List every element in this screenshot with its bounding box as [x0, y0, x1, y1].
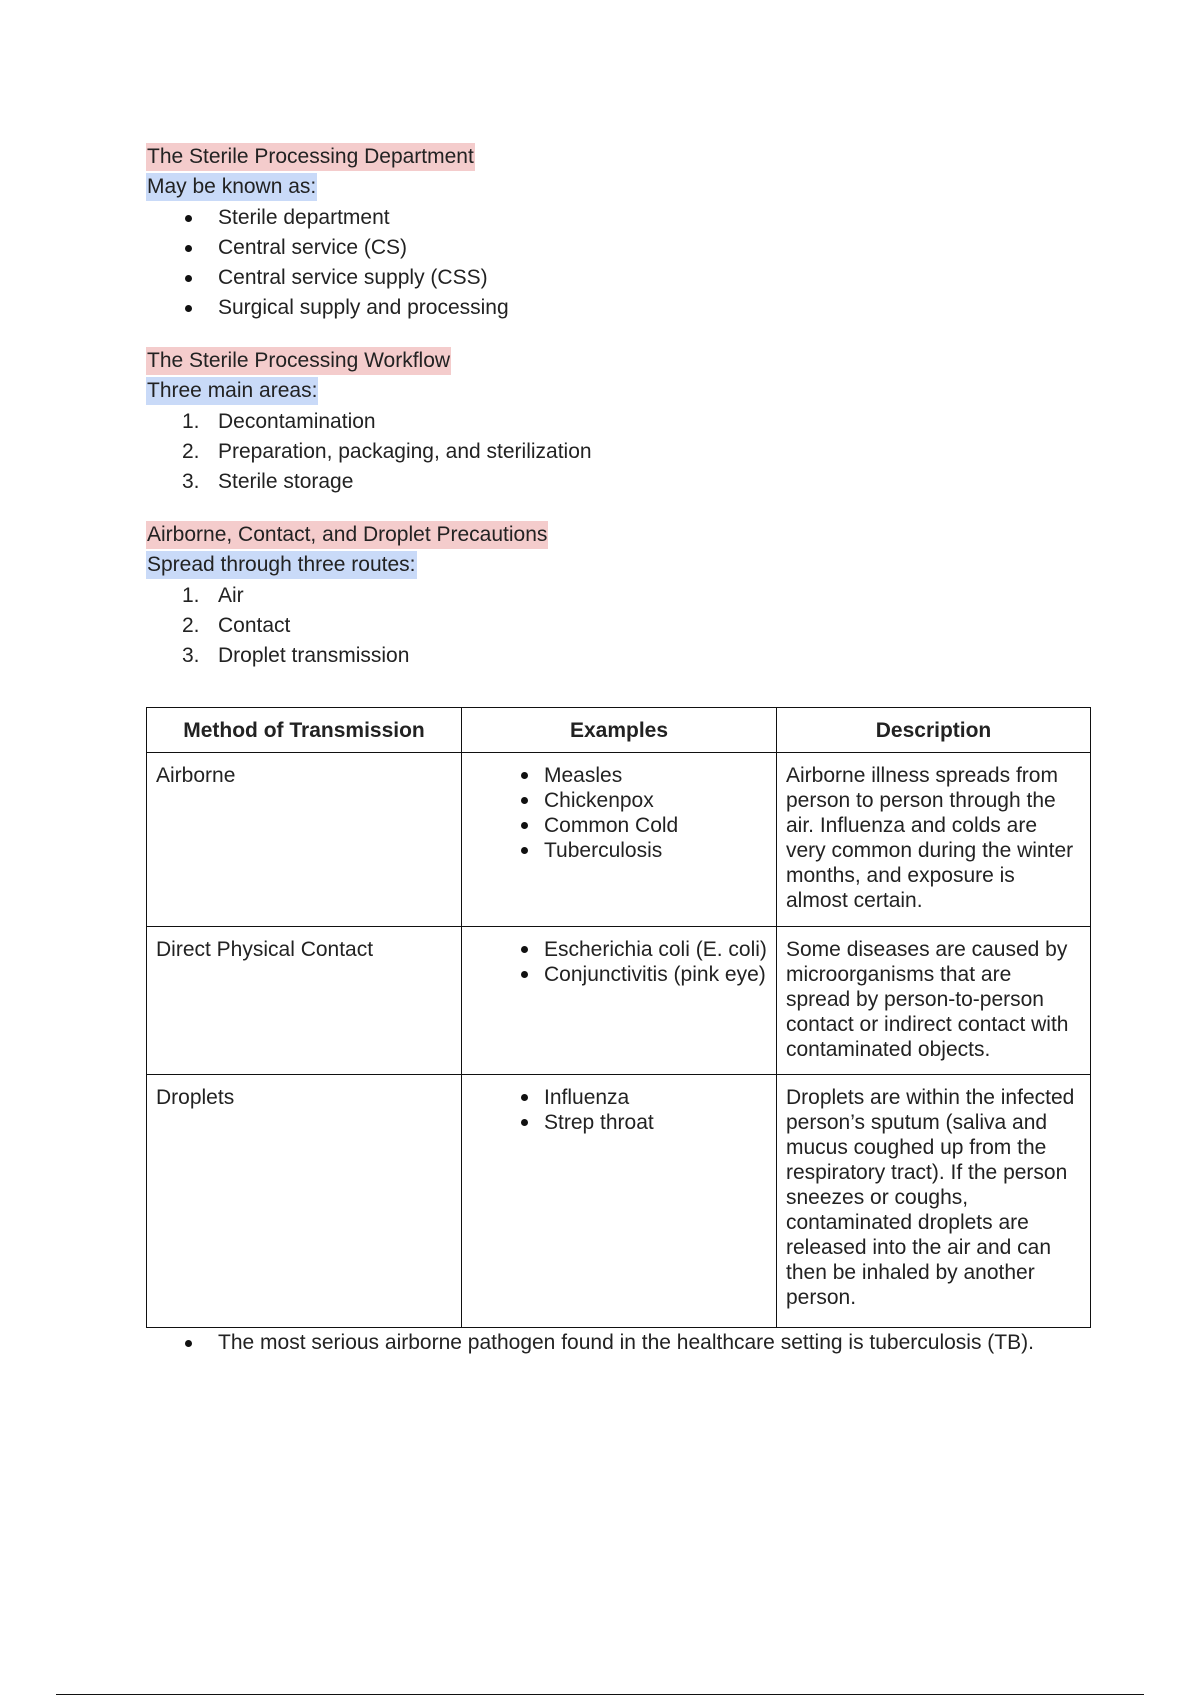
column-header-description: Description — [777, 708, 1091, 753]
list-number: 1. — [182, 584, 200, 607]
column-header-method: Method of Transmission — [147, 708, 462, 753]
list-text: Contact — [218, 614, 291, 637]
list-text: Decontamination — [218, 410, 376, 433]
list-item — [146, 641, 1090, 671]
examples-list — [471, 1085, 767, 1135]
section-title: Airborne, Contact, and Droplet Precautions — [146, 521, 548, 549]
examples-list — [471, 937, 767, 987]
list-number: 3. — [182, 470, 200, 493]
example-item: Chickenpox — [471, 788, 767, 813]
footer-divider — [56, 1694, 1144, 1695]
description-cell: Some diseases are caused by microorganisms that are spread by person-to-person contact or indirect contact with contaminated objects. — [777, 927, 1091, 1075]
list-text: Sterile storage — [218, 470, 354, 493]
section-precautions — [146, 521, 1090, 671]
list-item: Central service (CS) — [146, 233, 1090, 263]
method-cell: Direct Physical Contact — [147, 927, 462, 1075]
section-title: The Sterile Processing Department — [146, 143, 475, 171]
column-header-examples: Examples — [462, 708, 777, 753]
table-row — [147, 753, 1091, 927]
section-subtitle: Three main areas: — [146, 377, 318, 405]
footnote-item: The most serious airborne pathogen found in the healthcare setting is tuberculosis (TB). — [146, 1328, 1090, 1358]
example-item: Conjunctivitis (pink eye) — [471, 962, 767, 987]
list-text: Droplet transmission — [218, 644, 410, 667]
list-item — [146, 407, 1090, 437]
example-item: Influenza — [471, 1085, 767, 1110]
table-row — [147, 927, 1091, 1075]
section-title: The Sterile Processing Workflow — [146, 347, 451, 375]
example-item: Measles — [471, 763, 767, 788]
list-item: Surgical supply and processing — [146, 293, 1090, 323]
list-item: Central service supply (CSS) — [146, 263, 1090, 293]
list-text: Preparation, packaging, and sterilization — [218, 440, 592, 463]
section-workflow — [146, 347, 1090, 497]
numbered-list — [146, 407, 1090, 497]
method-cell: Airborne — [147, 753, 462, 927]
example-item: Common Cold — [471, 813, 767, 838]
example-item: Strep throat — [471, 1110, 767, 1135]
table-row — [147, 1075, 1091, 1328]
method-cell: Droplets — [147, 1075, 462, 1328]
examples-cell — [462, 1075, 777, 1328]
list-number: 1. — [182, 410, 200, 433]
example-item: Tuberculosis — [471, 838, 767, 863]
description-cell: Airborne illness spreads from person to person through the air. Influenza and colds are very common during the winter months, and exposure is almost certain. — [777, 753, 1091, 927]
example-item: Escherichia coli (E. coli) — [471, 937, 767, 962]
list-text: Air — [218, 584, 244, 607]
transmission-table — [146, 707, 1091, 1328]
list-item — [146, 467, 1090, 497]
list-item — [146, 611, 1090, 641]
table-header-row — [147, 708, 1091, 753]
document-page — [146, 143, 1090, 1358]
section-department — [146, 143, 1090, 323]
section-subtitle: May be known as: — [146, 173, 317, 201]
list-item — [146, 581, 1090, 611]
description-cell: Droplets are within the infected person’s sputum (saliva and mucus coughed up from the respiratory tract). If the person sneezes or coughs, contaminated droplets are released into the air and can then be inhaled by another person. — [777, 1075, 1091, 1328]
list-number: 2. — [182, 440, 200, 463]
examples-list — [471, 763, 767, 863]
list-number: 3. — [182, 644, 200, 667]
list-item — [146, 437, 1090, 467]
section-subtitle: Spread through three routes: — [146, 551, 417, 579]
list-number: 2. — [182, 614, 200, 637]
examples-cell — [462, 927, 777, 1075]
list-item: Sterile department — [146, 203, 1090, 233]
numbered-list — [146, 581, 1090, 671]
examples-cell — [462, 753, 777, 927]
footnote-list — [146, 1328, 1090, 1358]
bullet-list — [146, 203, 1090, 323]
